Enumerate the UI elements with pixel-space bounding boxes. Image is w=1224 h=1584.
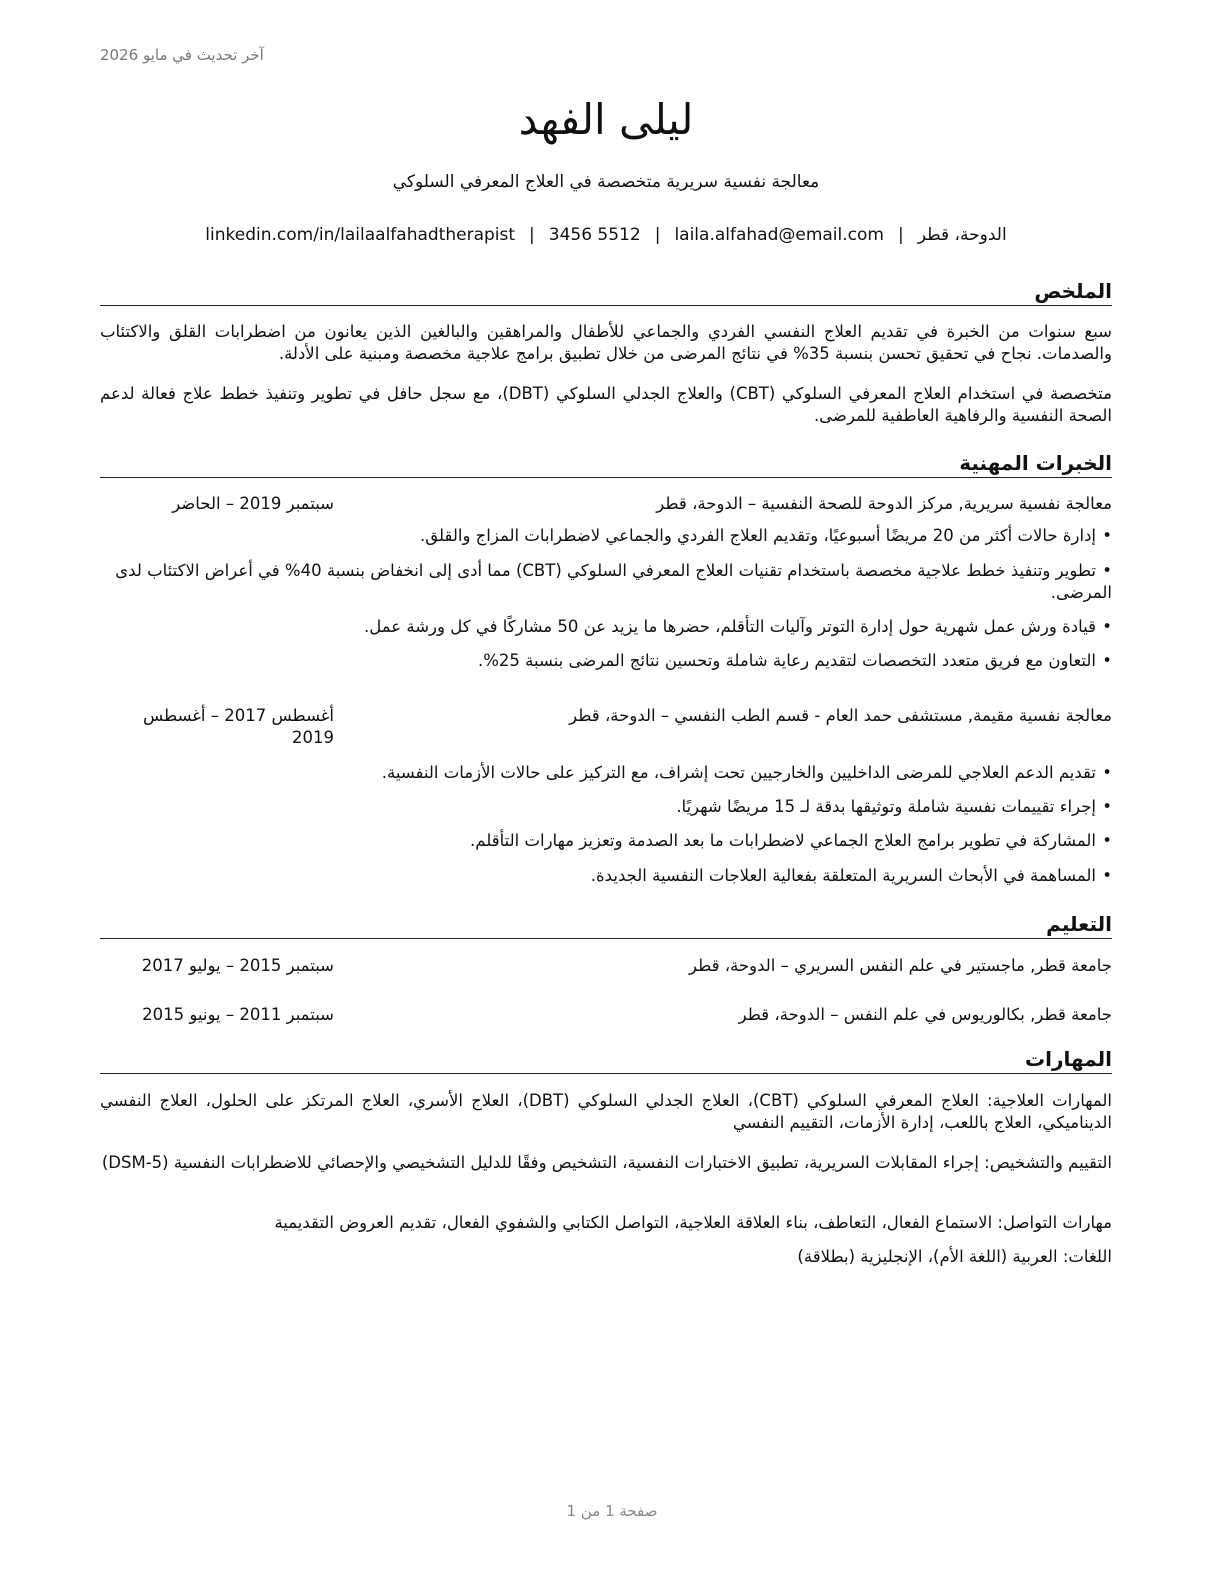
bullet-icon: • [1102, 617, 1112, 636]
section-title-education: التعليم [100, 910, 1112, 939]
job-bullet: •تطوير وتنفيذ خطط علاجية مخصصة باستخدام تقنيات العلاج المعرفي السلوكي (CBT) مما أدى إلى انخفاض بنسبة 40% في أعراض الاكتئاب لدى المرضى. [115, 561, 1112, 602]
job-title: معالجة نفسية مقيمة, مستشفى حمد العام - قسم الطب النفسي – الدوحة، قطر [569, 706, 1112, 725]
job-bullet: •التعاون مع فريق متعدد التخصصات لتقديم رعاية شاملة وتحسين نتائج المرضى بنسبة 25%. [477, 651, 1112, 670]
section-title-experience: الخبرات المهنية [100, 449, 1112, 478]
last-updated-note: آخر تحديث في مايو 2026 [100, 46, 264, 64]
contact-separator: | [529, 225, 535, 245]
bullet-icon: • [1102, 831, 1112, 850]
candidate-tagline: معالجة نفسية سريرية متخصصة في العلاج المعرفي السلوكي [392, 172, 820, 192]
job-bullet: •المشاركة في تطوير برامج العلاج الجماعي لاضطرابات ما بعد الصدمة وتعزيز مهارات التأقلم. [470, 831, 1112, 850]
skills-item: المهارات العلاجية: العلاج المعرفي السلوكي (CBT)، العلاج الجدلي السلوكي (DBT)، العلاج الأسري، العلاج المرتكز على الحلول، العلاج النفسي الديناميكي، العلاج باللعب، إدارة الأزمات، التقييم النفسي [100, 1091, 1112, 1132]
bullet-icon: • [1102, 561, 1112, 580]
section-title-skills: المهارات [100, 1045, 1112, 1074]
contact-separator: | [897, 225, 904, 245]
bullet-icon: • [1102, 526, 1112, 545]
job-date: سبتمبر 2019 – الحاضر [172, 494, 334, 513]
contact-email[interactable]: laila.alfahad@email.com [674, 225, 884, 245]
candidate-name: ليلى الفهد [518, 95, 694, 144]
section-title-summary: الملخص [100, 277, 1112, 306]
bullet-icon: • [1102, 866, 1112, 885]
contact-linkedin[interactable]: linkedin.com/in/lailaalfahadtherapist [205, 225, 516, 245]
summary-paragraph: متخصصة في استخدام العلاج المعرفي السلوكي (CBT) والعلاج الجدلي السلوكي (DBT)، مع سجل حافل في تطوير وتنفيذ خطط علاج فعالة لدعم الصحة النفسية والرفاهية العاطفية للمرضى. [100, 384, 1112, 425]
job-bullet: •قيادة ورش عمل شهرية حول إدارة التوتر وآليات التأقلم، حضرها ما يزيد عن 50 مشاركًا في كل ورشة عمل. [364, 617, 1112, 636]
education-date: سبتمبر 2011 – يونيو 2015 [142, 1005, 334, 1024]
job-bullet: •تقديم الدعم العلاجي للمرضى الداخليين والخارجيين تحت إشراف، مع التركيز على حالات الأزمات النفسية. [381, 763, 1112, 782]
bullet-icon: • [1102, 797, 1112, 816]
contact-line [100, 222, 1112, 248]
job-bullet: •إدارة حالات أكثر من 20 مريضًا أسبوعيًا، وتقديم العلاج الفردي والجماعي لاضطرابات المزاج والقلق. [420, 526, 1112, 545]
job-bullet: •إجراء تقييمات نفسية شاملة وتوثيقها بدقة لـ 15 مريضًا شهريًا. [676, 797, 1112, 816]
job-bullet: •المساهمة في الأبحاث السريرية المتعلقة بفعالية العلاجات النفسية الجديدة. [590, 866, 1112, 885]
skills-item: اللغات: العربية (اللغة الأم)، الإنجليزية (بطلاقة) [797, 1247, 1112, 1266]
education-title: جامعة قطر, بكالوريوس في علم النفس – الدوحة، قطر [738, 1005, 1112, 1024]
job-date: أغسطس 2017 – أغسطس 2019 [143, 706, 334, 747]
contact-separator: | [654, 225, 661, 245]
bullet-icon: • [1102, 651, 1112, 670]
skills-item: التقييم والتشخيص: إجراء المقابلات السريرية، تطبيق الاختبارات النفسية، التشخيص وفقًا للدليل التشخيصي والإحصائي للاضطرابات النفسية (DSM-5) [101, 1153, 1112, 1172]
contact-location: الدوحة، قطر [917, 225, 1007, 245]
education-date: سبتمبر 2015 – يوليو 2017 [141, 956, 334, 975]
bullet-icon: • [1102, 763, 1112, 782]
job-title: معالجة نفسية سريرية, مركز الدوحة للصحة النفسية – الدوحة، قطر [656, 494, 1112, 513]
summary-paragraph: سبع سنوات من الخبرة في تقديم العلاج النفسي الفردي والجماعي للأطفال والمراهقين والبالغين الذين يعانون من اضطرابات القلق والاكتئاب والصدمات. نجاح في تحقيق تحسن بنسبة 35% في نتائج المرضى من خلال تطبيق برامج علاجية مخصصة ومبنية على الأدلة. [100, 322, 1112, 363]
page-footer: صفحة 1 من 1 [566, 1502, 658, 1520]
education-title: جامعة قطر, ماجستير في علم النفس السريري – الدوحة، قطر [688, 956, 1112, 975]
skills-item: مهارات التواصل: الاستماع الفعال، التعاطف، بناء العلاقة العلاجية، التواصل الكتابي والشفوي الفعال، تقديم العروض التقديمية [274, 1213, 1112, 1232]
contact-phone: 3456 5512 [548, 225, 641, 245]
